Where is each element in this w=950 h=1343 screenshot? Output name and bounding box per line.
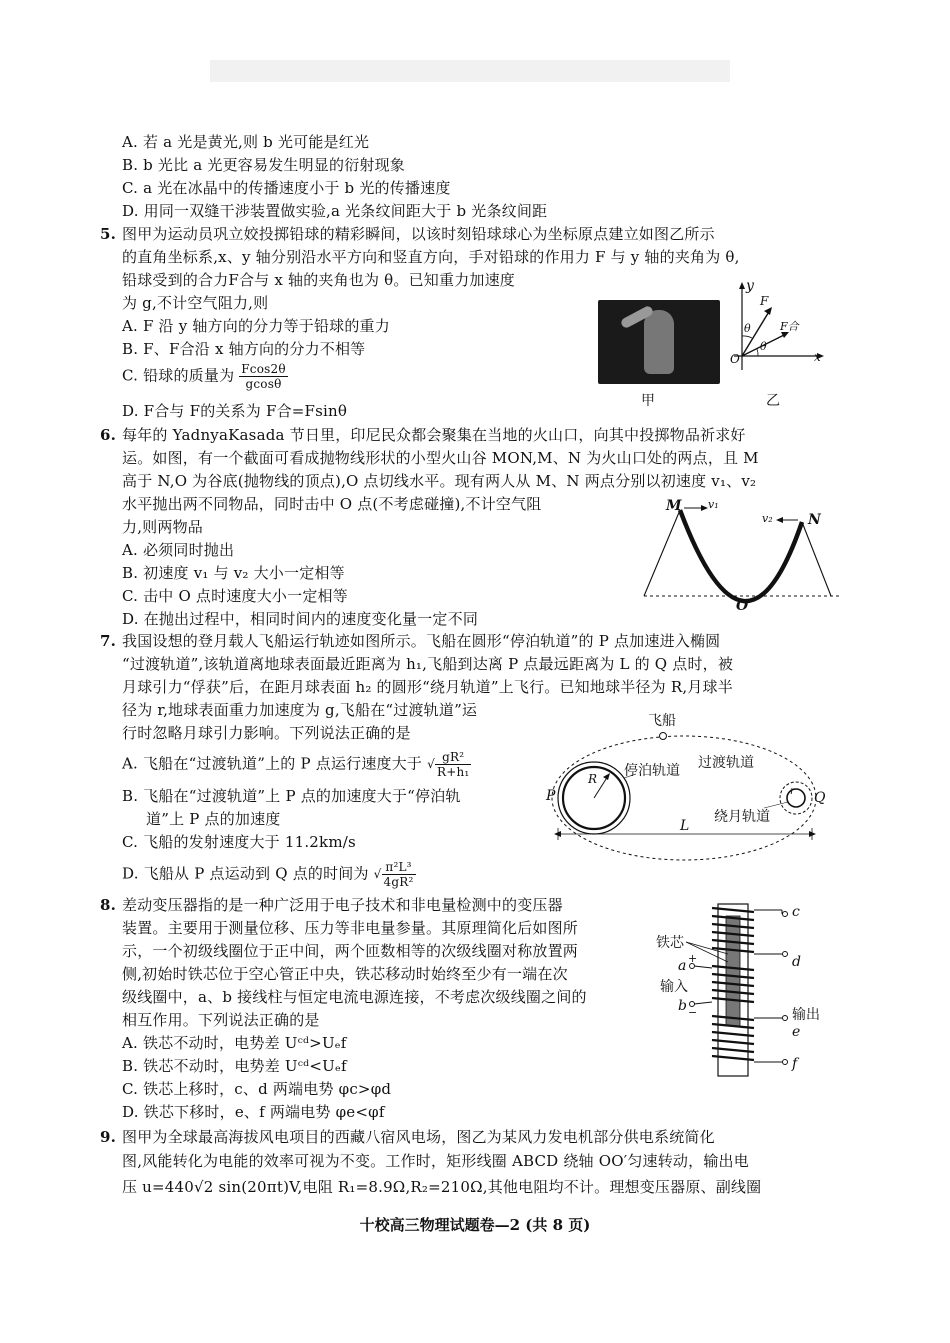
point-o-label: O <box>736 598 749 614</box>
q4-option-a: A. 若 a 光是黄光,则 b 光可能是红光 <box>122 133 370 151</box>
net-force-label: F合 <box>780 320 799 333</box>
point-n-label: N <box>808 512 821 528</box>
q8-option-b: B. 铁芯不动时，电势差 Uᶜᵈ<Uₑf <box>122 1057 347 1075</box>
terminal-e-label: e <box>792 1024 801 1040</box>
q8-option-c: C. 铁芯上移时，c、d 两端电势 φc>φd <box>122 1080 392 1098</box>
minus-sign: − <box>688 1006 698 1019</box>
q8-line3: 示，一个初级线圈位于正中间，两个匝数相等的次级线圈对称放置两 <box>122 942 579 960</box>
transfer-orbit-label: 过渡轨道 <box>698 755 754 771</box>
volcano-diagram <box>636 496 848 616</box>
q6-line3: 高于 N,O 为谷底(抛物线的顶点),O 点切线水平。现有两人从 M、N 两点分别以初速度 v₁、v₂ <box>122 472 757 490</box>
q8-option-d: D. 铁芯下移时，e、f 两端电势 φe<φf <box>122 1103 385 1121</box>
q6-number: 6. <box>100 426 117 444</box>
q4-option-d: D. 用同一双缝干涉装置做实验,a 光条纹间距大于 b 光条纹间距 <box>122 202 548 220</box>
q7-d-denominator: 4gR² <box>383 875 414 889</box>
q5-line3: 铅球受到的合力F合与 x 轴的夹角也为 θ。已知重力加速度 <box>122 271 516 289</box>
q5-c-denominator: gcosθ <box>245 377 282 391</box>
q7-line2: “过渡轨道”,该轨道离地球表面最近距离为 h₁,飞船到达离 P 点最远距离为 L 的 Q 点时，被 <box>122 655 734 673</box>
earth-radius-label: R <box>588 772 598 786</box>
force-f-label: F <box>760 294 769 308</box>
plus-sign: + <box>688 952 698 965</box>
theta-label-2: θ <box>760 340 767 353</box>
q7-a-numerator: gR² <box>435 750 471 765</box>
q9-number: 9. <box>100 1128 117 1146</box>
q5-line1: 图甲为运动员巩立姣投掷铅球的精彩瞬间，以该时刻铅球球心为坐标原点建立如图乙所示 <box>122 225 715 243</box>
q8-option-a: A. 铁芯不动时，电势差 Uᶜᵈ>Uₑf <box>122 1034 347 1052</box>
y-axis-label: y <box>746 278 754 294</box>
q8-number: 8. <box>100 896 117 914</box>
q5-option-c-text: C. 铅球的质量为 <box>122 366 235 385</box>
q8-line1: 差动变压器指的是一种广泛用于电子技术和非电量检测中的变压器 <box>122 896 563 914</box>
force-diagram <box>728 280 828 380</box>
shot-put-photo <box>598 300 720 384</box>
q5-line2: 的直角坐标系,x、y 轴分别沿水平方向和竖直方向，手对铅球的作用力 F 与 y 轴的夹角为 θ, <box>122 248 740 266</box>
origin-label: O <box>730 352 740 366</box>
q4-option-b: B. b 光比 a 光更容易发生明显的衍射现象 <box>122 156 406 174</box>
q5-option-a: A. F 沿 y 轴方向的分力等于铅球的重力 <box>122 317 390 335</box>
output-label: 输出 <box>792 1007 820 1023</box>
fig-jia-label: 甲 <box>641 393 655 409</box>
q7-option-a <box>122 750 471 779</box>
q6-option-a: A. 必须同时抛出 <box>122 541 235 559</box>
q8-line4: 侧,初始时铁芯位于空心管正中央，铁芯移动时始终至少有一端在次 <box>122 965 568 983</box>
terminal-c-label: c <box>792 904 800 920</box>
q6-option-b: B. 初速度 v₁ 与 v₂ 大小一定相等 <box>122 564 345 582</box>
theta-label-1: θ <box>744 322 751 335</box>
q5-number: 5. <box>100 225 117 243</box>
q7-number: 7. <box>100 632 117 650</box>
q7-option-a-text: A. 飞船在“过渡轨道”上的 P 点运行速度大于 <box>122 754 423 773</box>
page-footer: 十校高三物理试题卷—2 (共 8 页) <box>359 1216 591 1234</box>
q6-line5: 力,则两物品 <box>122 518 203 536</box>
point-m-label: M <box>666 498 682 514</box>
input-label: 输入 <box>660 979 688 995</box>
terminal-b-label: b <box>678 998 687 1014</box>
q7-line1: 我国设想的登月载人飞船运行轨迹如图所示。飞船在圆形“停泊轨道”的 P 点加速进入椭圆 <box>122 632 721 650</box>
iron-core-label: 铁芯 <box>656 935 684 951</box>
q7-line3: 月球引力“俘获”后，在距月球表面 h₂ 的圆形“绕月轨道”上飞行。已知地球半径为 R,月球半 <box>122 678 733 696</box>
q7-a-fraction <box>435 750 471 779</box>
moon-radius-label: r <box>790 786 795 797</box>
q7-d-fraction <box>382 860 416 889</box>
q6-option-c: C. 击中 O 点时速度大小一定相等 <box>122 587 348 605</box>
q7-line4: 径为 r,地球表面重力加速度为 g,飞船在“过渡轨道”运 <box>122 701 478 719</box>
q6-line1: 每年的 YadnyaKasada 节日里，印尼民众都会聚集在当地的火山口，向其中投掷物品祈求好 <box>122 426 746 444</box>
top-scan-band <box>210 60 730 82</box>
q7-d-sqrt: √ $\frac{\text{π²L³}}{\text{4gR²}}$ <box>373 860 414 889</box>
transformer-diagram <box>652 896 832 1086</box>
q7-option-c: C. 飞船的发射速度大于 11.2km/s <box>122 833 356 851</box>
fig-yi-label: 乙 <box>766 393 780 409</box>
q7-option-b-line2: 道”上 P 点的加速度 <box>146 810 281 828</box>
q4-option-c: C. a 光在冰晶中的传播速度小于 b 光的传播速度 <box>122 179 451 197</box>
q7-d-numerator: π²L³ <box>382 860 416 875</box>
terminal-a-label: a <box>678 958 687 974</box>
q7-a-denominator: R+h₁ <box>436 765 470 779</box>
terminal-f-label: f <box>792 1056 798 1072</box>
point-q-label: Q <box>814 790 826 806</box>
q6-line4: 水平抛出两不同物品，同时击中 O 点(不考虑碰撞),不计空气阻 <box>122 495 542 513</box>
q5-line4: 为 g,不计空气阻力,则 <box>122 294 269 312</box>
q5-option-d: D. F合与 F的关系为 F合=Fsinθ <box>122 402 348 420</box>
q5-option-c <box>122 362 288 391</box>
orbit-diagram <box>544 713 834 866</box>
q7-option-d-text: D. 飞船从 P 点运动到 Q 点的时间为 <box>122 864 369 883</box>
terminal-d-label: d <box>792 954 801 970</box>
v1-label: v₁ <box>708 498 719 511</box>
distance-l-label: L <box>680 818 690 834</box>
q6-line2: 运。如图，有一个截面可看成抛物线形状的小型火山谷 MON,M、N 为火山口处的两点，且 M <box>122 449 759 467</box>
point-p-label: P <box>546 788 556 804</box>
q6-option-d: D. 在抛出过程中，相同时间内的速度变化量一定不同 <box>122 610 479 628</box>
q8-line5: 级线圈中，a、b 接线柱与恒定电流电源连接，不考虑次级线圈之间的 <box>122 988 587 1006</box>
q9-line3: 压 u=440√2 sin(20πt)V,电阻 R₁=8.9Ω,R₂=210Ω,其他电阻均不计。理想变压器原、副线圈 <box>122 1178 762 1196</box>
q5-option-b: B. F、F合沿 x 轴方向的分力不相等 <box>122 340 366 358</box>
spaceship-label: 飞船 <box>648 713 676 729</box>
q7-option-b-line1: B. 飞船在“过渡轨道”上 P 点的加速度大于“停泊轨 <box>122 787 461 805</box>
athlete-figure <box>644 310 674 374</box>
lunar-orbit-label: 绕月轨道 <box>714 809 770 825</box>
q7-a-sqrt: √ $\frac{\text{gR²}}{\text{R+h₁}}$ <box>427 750 470 779</box>
q9-line2: 图,风能转化为电能的效率可视为不变。工作时，矩形线圈 ABCD 绕轴 OO′匀速转动，输出电 <box>122 1152 749 1170</box>
q5-c-numerator: Fcos2θ <box>241 362 286 376</box>
q7-option-d <box>122 860 416 889</box>
v2-label: v₂ <box>762 512 773 525</box>
parking-orbit-label: 停泊轨道 <box>624 763 680 779</box>
q9-line1: 图甲为全球最高海拔风电项目的西藏八宿风电场，图乙为某风力发电机部分供电系统简化 <box>122 1128 715 1146</box>
q7-line5: 行时忽略月球引力影响。下列说法正确的是 <box>122 724 411 742</box>
q5-option-c-fraction <box>239 362 288 391</box>
x-axis-label: x <box>814 350 821 364</box>
q8-line6: 相互作用。下列说法正确的是 <box>122 1011 320 1029</box>
q8-line2: 装置。主要用于测量位移、压力等非电量参量。其原理简化后如图所 <box>122 919 579 937</box>
